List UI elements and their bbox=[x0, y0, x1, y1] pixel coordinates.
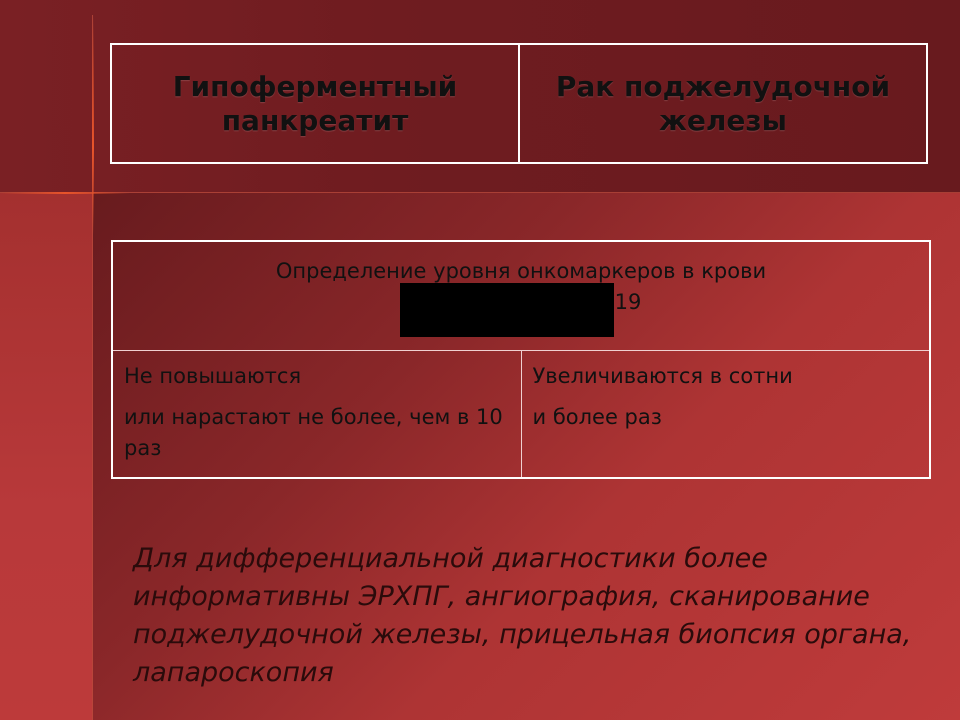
pancreatitis-marker-cell bbox=[112, 351, 521, 479]
cell-text: и более раз bbox=[532, 405, 662, 429]
accent-cross-horizontal bbox=[0, 192, 130, 194]
cell-text: или нарастают не более, чем в 10 раз bbox=[124, 405, 503, 460]
redaction-block bbox=[400, 283, 614, 337]
note-line: информативны ЭРХПГ, ангиография, сканирование bbox=[133, 581, 870, 612]
header-cell-cancer bbox=[519, 44, 927, 163]
table-row bbox=[111, 44, 927, 163]
accent-cross-vertical bbox=[92, 15, 94, 235]
note-line: поджелудочной железы, прицельная биопсия органа, bbox=[133, 619, 912, 650]
comparison-header-table bbox=[110, 43, 928, 164]
table-row bbox=[112, 241, 930, 351]
header-text: панкреатит bbox=[221, 103, 409, 137]
header-text: железы bbox=[659, 103, 787, 137]
note-line: Для дифференциальной диагностики более bbox=[133, 543, 768, 574]
marker-suffix: 19 bbox=[614, 290, 642, 314]
header-text: Гипоферментный bbox=[172, 69, 458, 103]
cell-text: Не повышаются bbox=[124, 364, 302, 388]
header-cell-pancreatitis bbox=[111, 44, 519, 163]
cell-text: Увеличиваются в сотни bbox=[532, 364, 793, 388]
tumor-markers-subtitle bbox=[114, 287, 928, 318]
diagnostics-note bbox=[133, 540, 943, 692]
table-row bbox=[112, 351, 930, 479]
note-line: лапароскопия bbox=[133, 657, 334, 688]
left-margin-background bbox=[0, 193, 93, 720]
header-text: Рак поджелудочной bbox=[555, 69, 891, 103]
tumor-markers-title-cell bbox=[112, 241, 930, 351]
tumor-markers-title: Определение уровня онкомаркеров в крови bbox=[275, 259, 767, 283]
tumor-markers-table bbox=[111, 240, 931, 479]
horizontal-divider bbox=[0, 192, 960, 193]
cancer-marker-cell bbox=[521, 351, 930, 479]
